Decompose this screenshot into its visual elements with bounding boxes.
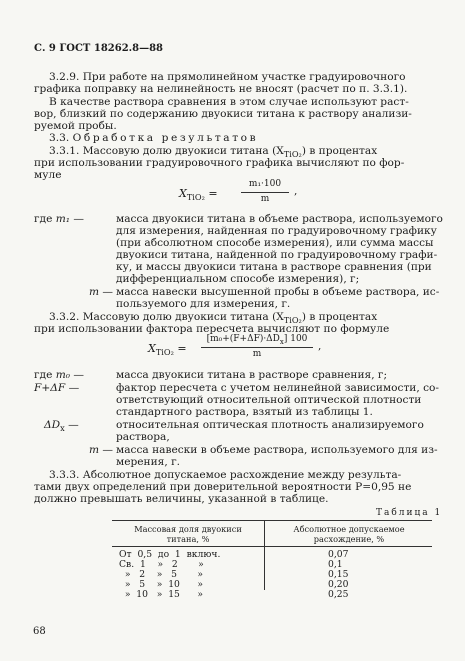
where-2-label <box>89 286 113 299</box>
where-1-symbol: m₁ <box>55 213 71 225</box>
formula-2-subscript: TiO₂ <box>155 347 174 358</box>
where-4-line-2: ответствующий относительной оптической плотности <box>116 394 422 406</box>
table-row-4-value: 0,20 <box>328 579 349 590</box>
table-row-5-range: » 10 » 15 » <box>119 589 204 600</box>
where-3-word: где <box>34 369 53 381</box>
where-4-line-3: стандартного раствора, взятый из таблицы 1. <box>116 406 373 418</box>
formula-2-symbol: X <box>148 342 156 355</box>
reference-paragraph-line-1: В качестве раствора сравнения в этом случае используют раст- <box>49 96 409 108</box>
where-6-label <box>89 444 113 457</box>
where-word: где <box>34 213 53 225</box>
formula-1-comma: , <box>294 185 298 197</box>
table-row-3-value: 0,15 <box>328 569 349 580</box>
where-1-line-4: двуокиси титана, найденной по градуировочному графи- <box>116 249 438 261</box>
page-number: 68 <box>33 626 46 637</box>
table-row-5-value: 0,25 <box>328 589 349 600</box>
where-6-symbol: m <box>89 444 100 456</box>
table-header-col2-line-1: Абсолютное допускаемое <box>293 524 405 534</box>
where-6-line-2: мерения, г. <box>116 456 181 468</box>
table-column-divider <box>264 520 265 590</box>
paragraph-3-3-1-line-3: муле <box>34 169 62 181</box>
where-1-line-6: дифференциальном способе измерения), г; <box>116 273 360 285</box>
section-number: 3.3. <box>49 132 70 144</box>
where-3-symbol: m₀ <box>55 369 71 381</box>
section-title: Обработка результатов <box>72 132 259 144</box>
table-caption: Таблица 1 <box>376 508 443 518</box>
where-3-line-1: масса двуокиси титана в растворе сравнения, г; <box>116 369 388 381</box>
where-5-dash: — <box>68 419 79 431</box>
where-1-label <box>34 213 84 226</box>
reference-paragraph-line-2: вор, близкий по содержанию двуокиси титана к раствору анализи- <box>34 108 412 120</box>
where-1-dash: — <box>73 213 84 225</box>
paragraph-3-3-2-text-b: ) в процентах <box>301 311 378 323</box>
formula-2-fraction-bar <box>201 347 313 348</box>
table-row-1-range: От 0,5 до 1 включ. <box>119 549 221 560</box>
where-5-label <box>44 419 79 435</box>
where-6-dash: — <box>102 444 114 456</box>
table-header-col2-line-2: расхождение, % <box>313 534 385 544</box>
where-1-line-1: масса двуокиси титана в объеме раствора, используемого <box>116 213 443 225</box>
paragraph-3-3-1-text-b: ) в процентах <box>301 145 378 157</box>
table-row-4-range: » 5 » 10 » <box>119 579 204 590</box>
where-5-line-1: относительная оптическая плотность анализируемого <box>116 419 424 431</box>
where-2-line-2: пользуемого для измерения, г. <box>116 298 291 310</box>
paragraph-3-3-3-line-2: тами двух определений при доверительной вероятности P=0,95 не <box>34 481 412 493</box>
where-5-symbol: ΔD <box>44 419 61 431</box>
table-header-col1-line-1: Массовая доля двуокиси <box>134 524 242 534</box>
where-2-line-1: масса навески высушенной пробы в объеме раствора, ис- <box>116 286 440 298</box>
table-row-3-range: » 2 » 5 » <box>119 569 204 580</box>
formula-1-numerator: m₁·100 <box>248 179 282 189</box>
paragraph-3-3-2-line-2: при использовании фактора пересчета вычисляют по формуле <box>34 323 390 335</box>
where-4-dash: — <box>68 382 80 394</box>
where-2-dash: — <box>102 286 114 298</box>
formula-2-denominator: m <box>252 349 262 359</box>
paragraph-3-3-1-text-a: 3.3.1. Массовую долю двуокиси титана (X <box>49 145 284 157</box>
paragraph-3-3-1-subscript: TiO₂ <box>283 149 302 160</box>
section-3-3-heading <box>49 132 258 145</box>
formula-2-numerator-main: [m₀+(F+ΔF)·ΔD <box>206 334 280 344</box>
formula-2-lhs: $X_{TiO_2}$ = <box>148 342 187 358</box>
where-4-label <box>34 382 79 395</box>
page-header: С. 9 ГОСТ 18262.8—88 <box>34 43 164 54</box>
paragraph-3-3-2-text-a: 3.3.2. Массовую долю двуокиси титана (X <box>49 311 284 323</box>
paragraph-3-3-3-line-3: должно превышать величины, указанной в таблице. <box>34 493 329 505</box>
where-4-symbol: F+ΔF <box>34 382 66 394</box>
where-1-line-5: ку, и массы двуокиси титана в растворе сравнения (при <box>116 261 432 273</box>
table-row-2-range: Св. 1 » 2 » <box>119 559 204 570</box>
where-2-symbol: m <box>89 286 100 298</box>
table-top-rule <box>112 520 432 521</box>
paragraph-3-2-9-line-2: графика поправку на нелинейность не вносят (расчет по п. 3.3.1). <box>34 83 408 95</box>
formula-2-numerator <box>201 334 313 346</box>
table-header-rule <box>112 546 432 547</box>
where-5-line-2: раствора, <box>116 431 170 443</box>
where-4-line-1: фактор пересчета с учетом нелинейной зависимости, со- <box>116 382 439 394</box>
table-row-1-value: 0,07 <box>328 549 349 560</box>
where-1-line-2: для измерения, найденная по градуировочному графику <box>116 225 437 237</box>
reference-paragraph-line-3: руемой пробы. <box>34 120 117 132</box>
formula-1-subscript: TiO₂ <box>186 192 205 203</box>
paragraph-3-2-9-line-1: 3.2.9. При работе на прямолинейном участке градуировочного <box>49 71 406 83</box>
formula-2-numerator-subscript: x <box>279 337 284 346</box>
paragraph-3-3-2-subscript: TiO₂ <box>283 315 302 326</box>
table-header-col1-line-2: титана, % <box>166 534 210 544</box>
formula-2-comma: , <box>318 340 322 352</box>
formula-1-lhs: $X_{TiO_2}$ = <box>179 187 218 203</box>
formula-1-fraction-bar <box>241 192 289 193</box>
where-6-line-1: масса навески в объеме раствора, используемого для из- <box>116 444 438 456</box>
where-1-line-3: (при абсолютном способе измерения), или сумма массы <box>116 237 434 249</box>
paragraph-3-3-3-line-1: 3.3.3. Абсолютное допускаемое расхождение между результа- <box>49 469 402 481</box>
where-3-label <box>34 369 84 382</box>
formula-2-numerator-tail: ] 100 <box>283 334 308 344</box>
table-row-2-value: 0,1 <box>328 559 343 570</box>
where-5-subscript: x <box>60 423 65 434</box>
where-3-dash: — <box>73 369 84 381</box>
formula-1-symbol: X <box>179 187 187 200</box>
paragraph-3-3-1-line-2: при использовании градуировочного графика вычисляют по фор- <box>34 157 405 169</box>
formula-1-denominator: m <box>260 194 270 204</box>
